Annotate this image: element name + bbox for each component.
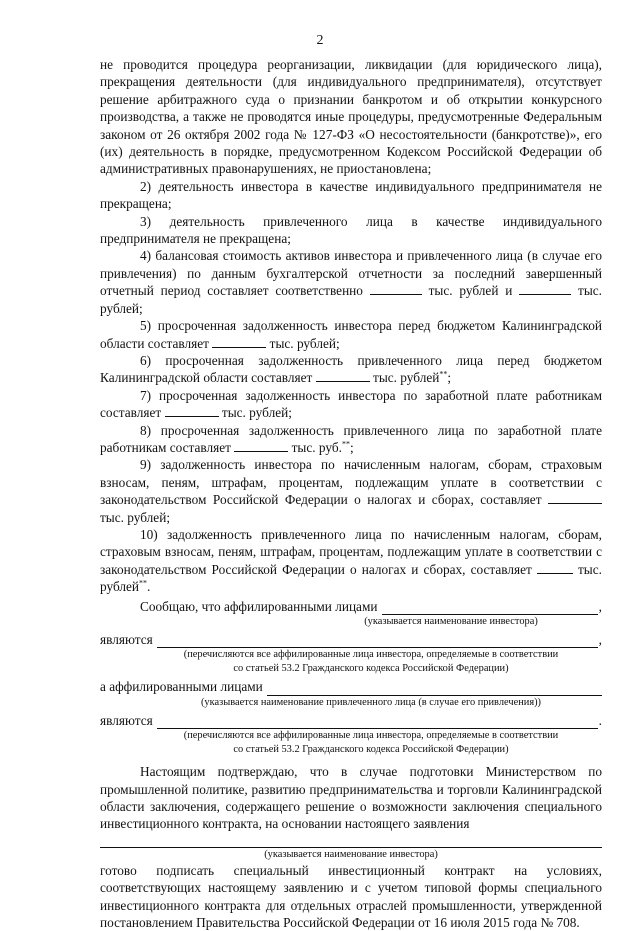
paragraph-9-text: 9) задолженность инвестора по начисленным налогам, сборам, страховым взносам, пеням, штрафам, процентам, подлежащим уплате в соответствии с законодательством Российской Федерации о налогах и сборах, составляет bbox=[100, 457, 602, 508]
paragraph-8-text: 8) просроченная задолженность привлеченного лица по заработной плате работникам составляет bbox=[100, 422, 602, 455]
investor-name-caption: (указывается наименование инвестора) bbox=[364, 616, 538, 627]
asset-attracted-blank[interactable] bbox=[519, 283, 571, 295]
are-label: являются bbox=[100, 632, 153, 647]
paragraph-7-end: тыс. рублей; bbox=[221, 405, 292, 421]
footnote-mark: ** bbox=[341, 439, 350, 449]
investor-affiliates-caption-2: со статьей 53.2 Гражданского кодекса Российской Федерации) bbox=[233, 663, 509, 675]
paragraph-8-end: тыс. руб. bbox=[291, 439, 342, 455]
document-body bbox=[100, 56, 602, 931]
paragraph-4-mid: тыс. рублей и bbox=[428, 283, 513, 299]
debt-budget-attracted-blank[interactable] bbox=[316, 370, 370, 382]
attracted-name-field[interactable] bbox=[267, 683, 602, 696]
paragraph-4-end: тыс. рублей; bbox=[100, 283, 603, 316]
paragraph-3: 3) деятельность привлеченного лица в качестве индивидуального предпринимателя не прекращена; bbox=[100, 213, 602, 247]
paragraph-2: 2) деятельность инвестора в качестве индивидуального предпринимателя не прекращена; bbox=[100, 178, 602, 212]
tax-debt-investor-blank[interactable] bbox=[548, 492, 602, 504]
debt-budget-investor-blank[interactable] bbox=[212, 336, 266, 348]
paragraph-8-tail: ; bbox=[349, 439, 354, 455]
footnote-mark: ** bbox=[139, 578, 148, 588]
affiliates-investor-row: Сообщаю, что аффилированными лицами , bbox=[140, 598, 602, 614]
paragraph-10-end: тыс. рублей bbox=[100, 561, 602, 595]
tax-debt-attracted-blank[interactable] bbox=[537, 562, 573, 574]
paragraph-4 bbox=[100, 247, 602, 317]
attracted-affiliates-caption-2: со статьей 53.2 Гражданского кодекса Российской Федерации) bbox=[233, 744, 509, 756]
attracted-affiliates-field[interactable] bbox=[157, 716, 598, 729]
paragraph-5 bbox=[100, 317, 602, 352]
salary-debt-investor-blank[interactable] bbox=[165, 405, 219, 417]
paragraph-7 bbox=[100, 387, 602, 422]
investor-name-signature-field[interactable] bbox=[100, 833, 602, 848]
paragraph-10 bbox=[100, 526, 602, 596]
paragraph-4-text: 4) балансовая стоимость активов инвестора и привлеченного лица (в случае его привлечения) по данным бухгалтерской отчетности за последний завершенный отчетный период составляет соответственно bbox=[100, 248, 602, 299]
are-label: являются bbox=[100, 712, 153, 728]
attracted-name-caption: (указывается наименование привлеченного лица (в случае его привлечения)) bbox=[200, 696, 542, 708]
affiliates-investor-list-row: являются , bbox=[100, 632, 602, 647]
paragraph-6-text: 6) просроченная задолженность привлеченного лица перед бюджетом Калининградской области составляет bbox=[100, 352, 602, 386]
paragraph-6-end: тыс. рублей bbox=[373, 370, 440, 386]
investor-affiliates-field[interactable] bbox=[157, 635, 598, 648]
attracted-affiliates-caption-1: (перечисляются все аффилированные лица инвестора, определяемые в соответствии bbox=[183, 730, 559, 742]
affiliates-attracted-label: а аффилированными лицами bbox=[100, 679, 263, 695]
footnote-mark: ** bbox=[439, 369, 448, 379]
affiliates-investor-label: Сообщаю, что аффилированными лицами bbox=[140, 598, 378, 614]
investor-affiliates-caption-1: (перечисляются все аффилированные лица инвестора, определяемые в соответствии bbox=[183, 649, 559, 661]
investor-name-field[interactable] bbox=[382, 602, 598, 615]
paragraph-10-tail: . bbox=[147, 579, 151, 595]
confirmation-caption: (указывается наименование инвестора) bbox=[264, 848, 438, 860]
paragraph-6 bbox=[100, 352, 602, 387]
paragraph-9-end: тыс. рублей; bbox=[100, 509, 171, 525]
page-number: 2 bbox=[316, 33, 324, 48]
confirmation-paragraph: Настоящим подтверждаю, что в случае подготовки Министерством по промышленной политике, развитию предпринимательства и торговли Калининградской области заключения, содержащего решение о возможности заключения специального инвестиционного контракта, на основании настоящего заявления bbox=[100, 764, 602, 832]
asset-investor-blank[interactable] bbox=[370, 283, 422, 295]
paragraph-5-text: 5) просроченная задолженность инвестора перед бюджетом Калининградской области составляет bbox=[100, 318, 602, 351]
affiliates-attracted-list-row: являются . bbox=[100, 712, 602, 728]
paragraph-5-end: тыс. рублей; bbox=[269, 335, 340, 351]
paragraph-7-text: 7) просроченная задолженность инвестора по заработной плате работникам составляет bbox=[100, 387, 602, 421]
paragraph-8 bbox=[100, 422, 602, 457]
paragraph-9 bbox=[100, 456, 602, 526]
final-paragraph: готово подписать специальный инвестиционный контракт на условиях, соответствующих настоящему заявлению и с учетом типовой формы специального инвестиционного контракта для отдельных отраслей промышленности, утвержденной постановлением Правительства Российской Федерации от 16 июля 2015 года № 708. bbox=[100, 862, 602, 931]
affiliates-attracted-row bbox=[100, 678, 602, 695]
salary-debt-attracted-blank[interactable] bbox=[234, 440, 288, 452]
paragraph-10-text: 10) задолженность привлеченного лица по начисленным налогам, сборам, страховым взносам, пеням, штрафам, процентам, подлежащим уплате в соответствии с законодательством Российской Федерации о налогах и сборах, составляет bbox=[100, 526, 602, 577]
paragraph-6-tail: ; bbox=[447, 370, 452, 386]
paragraph-intro: не проводится процедура реорганизации, ликвидации (для юридического лица), прекращения деятельности (для индивидуального предпринимателя), отсутствует решение арбитражного суда о признании банкротом и об открытии конкурсного производства, а также не проводятся иные процедуры, предусмотренные Федеральным законом от 26 октября 2002 года № 127-ФЗ «О несостоятельности (банкротстве)», его (их) деятельность в порядке, предусмотренном Кодексом Российской Федерации об административных правонарушениях, не приостановлена; bbox=[100, 57, 602, 177]
